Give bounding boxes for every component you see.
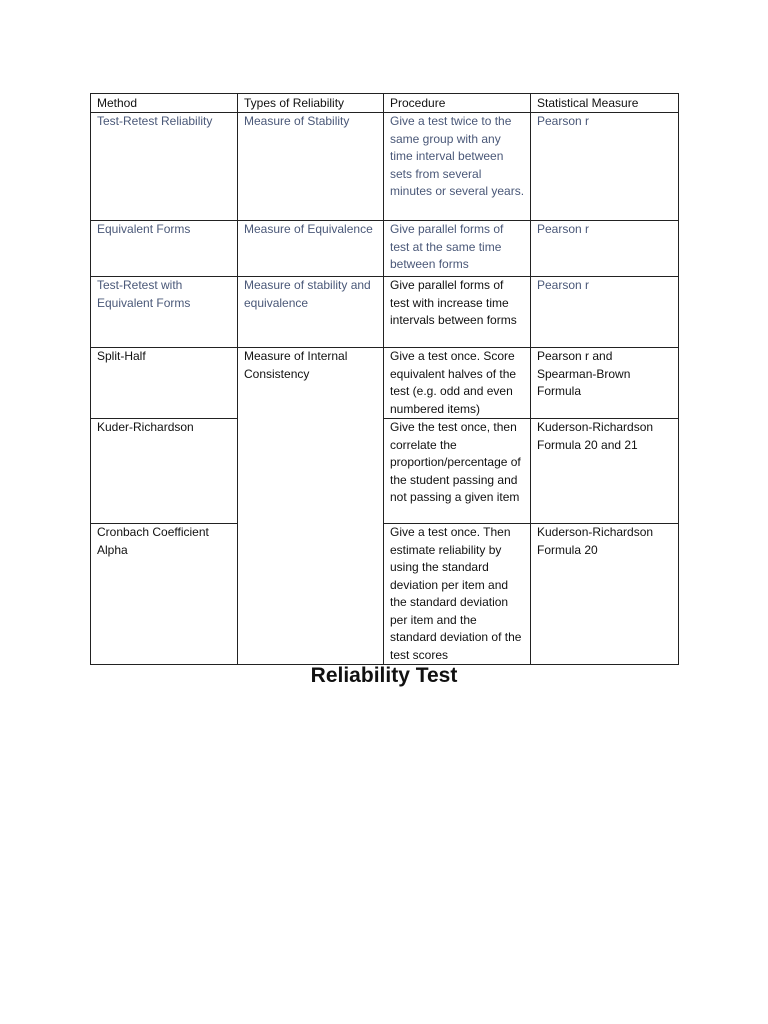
cell-types: Measure of stability and equivalence bbox=[238, 277, 384, 348]
header-statistical-measure: Statistical Measure bbox=[531, 94, 679, 113]
cell-method: Test-Retest with Equivalent Forms bbox=[91, 277, 238, 348]
cell-procedure: Give a test once. Then estimate reliability by using the standard deviation per item and the standard deviation per item and the standard deviation of the test scores bbox=[384, 524, 531, 665]
cell-types: Measure of Equivalence bbox=[238, 221, 384, 277]
table-caption: Reliability Test bbox=[310, 664, 458, 687]
cell-measure: Kuderson-Richardson Formula 20 bbox=[531, 524, 679, 665]
cell-types: Measure of Internal Consistency bbox=[238, 348, 384, 665]
cell-measure: Pearson r and Spearman-Brown Formula bbox=[531, 348, 679, 419]
table-row bbox=[91, 524, 679, 665]
cell-method: Test-Retest Reliability bbox=[91, 113, 238, 221]
reliability-table bbox=[90, 93, 679, 665]
cell-measure: Pearson r bbox=[531, 113, 679, 221]
cell-procedure: Give a test twice to the same group with any time interval between sets from several minutes or several years. bbox=[384, 113, 531, 221]
cell-types: Measure of Stability bbox=[238, 113, 384, 221]
table-row bbox=[91, 348, 679, 419]
cell-method: Cronbach Coefficient Alpha bbox=[91, 524, 238, 665]
cell-procedure: Give a test once. Score equivalent halves of the test (e.g. odd and even numbered items) bbox=[384, 348, 531, 419]
cell-method: Equivalent Forms bbox=[91, 221, 238, 277]
header-types-of-reliability: Types of Reliability bbox=[238, 94, 384, 113]
table-row bbox=[91, 221, 679, 277]
table-row bbox=[91, 113, 679, 221]
table-header-row bbox=[91, 94, 679, 113]
cell-procedure: Give the test once, then correlate the proportion/percentage of the student passing and not passing a given item bbox=[384, 419, 531, 524]
cell-procedure: Give parallel forms of test at the same time between forms bbox=[384, 221, 531, 277]
table-row bbox=[91, 277, 679, 348]
cell-measure: Pearson r bbox=[531, 277, 679, 348]
cell-method: Split-Half bbox=[91, 348, 238, 419]
cell-measure: Kuderson-Richardson Formula 20 and 21 bbox=[531, 419, 679, 524]
header-procedure: Procedure bbox=[384, 94, 531, 113]
cell-measure: Pearson r bbox=[531, 221, 679, 277]
cell-method: Kuder-Richardson bbox=[91, 419, 238, 524]
header-method: Method bbox=[91, 94, 238, 113]
cell-procedure: Give parallel forms of test with increase time intervals between forms bbox=[384, 277, 531, 348]
table-row bbox=[91, 419, 679, 524]
